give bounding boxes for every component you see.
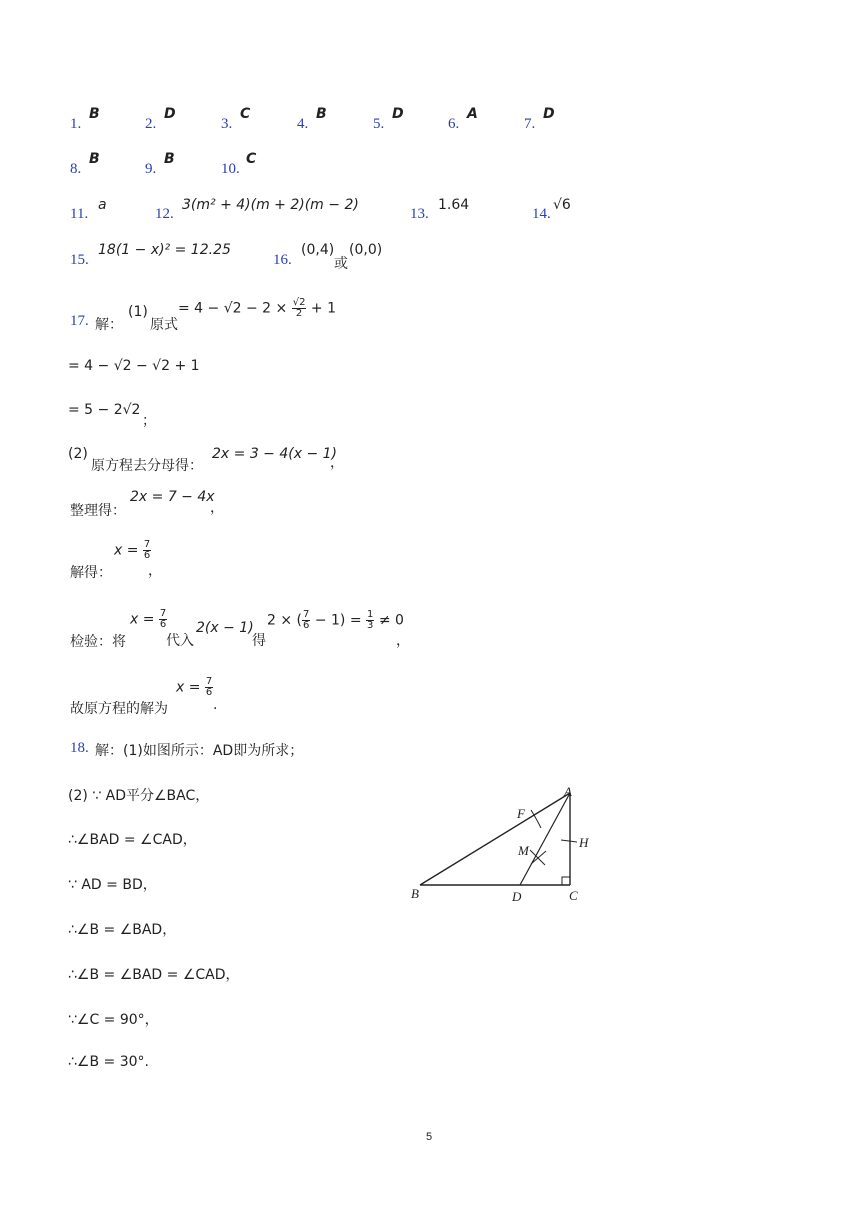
q17-part1-label: (1) [128, 304, 148, 320]
q17-step3-text: 解得： [70, 565, 112, 581]
mc-question-answer: C [240, 106, 251, 122]
mc-question-number: 6. [448, 116, 460, 132]
q17-check-comma: ， [396, 633, 410, 649]
q17-dairu: 代入 [166, 633, 194, 649]
q18-step-line: ∴∠B = ∠BAD， [68, 922, 177, 938]
mc-question-answer: D [543, 106, 555, 122]
q14-answer: √6 [553, 197, 571, 213]
q18-step-line: ∵∠C = 90°， [68, 1012, 159, 1028]
q13-answer: 1.64 [438, 197, 470, 213]
q17-line1: = 4 − √2 − 2 × $\frac{√2}{2}$ + 1 [178, 297, 336, 319]
q17-line3: = 5 − 2√2 [68, 402, 141, 418]
label-A: A [564, 784, 572, 799]
label-H: H [579, 835, 589, 850]
q17-check-text: 检验：将 [70, 634, 126, 650]
mc-question-number: 3. [221, 116, 233, 132]
mc-question-answer: B [89, 106, 100, 122]
q17-check-x: x = $\frac{7}{6}$ [130, 608, 167, 630]
q17-jie: 解： [95, 317, 123, 333]
q17-part2-label: (2) [68, 446, 88, 462]
q17-step2-math: 2x = 7 − 4x [130, 489, 215, 505]
q18-step-line: ∴∠B = 30°. [68, 1054, 149, 1070]
q17-conclusion-math: x = $\frac{7}{6}$ [176, 676, 213, 698]
q16-number: 16. [273, 252, 292, 268]
q12-number: 12. [155, 206, 174, 222]
q16-or: 或 [334, 256, 348, 272]
q18-number: 18. [70, 740, 89, 756]
mc-question-number: 10. [221, 161, 240, 177]
q17-conclusion-text: 故原方程的解为 [70, 701, 168, 717]
mc-question-number: 9. [145, 161, 157, 177]
triangle-figure [405, 780, 605, 905]
q15-answer: 18(1 − x)² = 12.25 [98, 242, 231, 258]
q17-step2-text: 整理得： [70, 503, 126, 519]
q17-step3-math: x = $\frac{7}{6}$ [114, 539, 151, 561]
q18-step-line: ∴∠BAD = ∠CAD， [68, 832, 197, 848]
q12-answer: 3(m² + 4)(m + 2)(m − 2) [182, 197, 359, 213]
q18-step-line: ∴∠B = ∠BAD = ∠CAD， [68, 967, 240, 983]
label-C: C [569, 888, 578, 903]
mc-question-number: 5. [373, 116, 385, 132]
label-B: B [411, 886, 419, 901]
q17-step1-math: 2x = 3 − 4(x − 1) [212, 446, 338, 462]
q15-number: 15. [70, 252, 89, 268]
q17-check-result: 2 × ( $\frac{7}{6}$ − 1) = $\frac{1}{3}$ ≠ 0 [267, 609, 404, 631]
mc-question-answer: B [316, 106, 327, 122]
mc-question-number: 8. [70, 161, 82, 177]
q18-step-line: ∵ AD = BD， [68, 877, 157, 893]
mc-question-answer: C [246, 151, 257, 167]
mc-question-number: 2. [145, 116, 157, 132]
q17-step1-text: 原方程去分母得： [91, 458, 203, 474]
q17-semicolon: ； [142, 413, 156, 429]
q17-number: 17. [70, 313, 89, 329]
mc-question-answer: D [164, 106, 176, 122]
q16-answer-1: (0,4) [301, 242, 335, 258]
q11-number: 11. [70, 206, 89, 222]
q17-yuanshi: 原式 [150, 317, 178, 333]
q17-step1-comma: ， [330, 455, 344, 471]
q17-check-expr: 2(x − 1) [196, 620, 254, 636]
q16-answer-2: (0,0) [349, 242, 383, 258]
q18-step-line: (2) ∵ AD平分∠BAC， [68, 788, 210, 804]
q14-number: 14. [532, 206, 551, 222]
mc-question-number: 1. [70, 116, 82, 132]
label-D: D [512, 889, 522, 904]
mc-question-answer: D [392, 106, 404, 122]
mc-question-number: 7. [524, 116, 536, 132]
q17-conclusion-period: . [213, 697, 218, 713]
mc-question-answer: B [89, 151, 100, 167]
q18-line0: 解：(1)如图所示：AD即为所求； [95, 743, 304, 759]
q17-step2-comma: ， [210, 500, 224, 516]
q17-line2: = 4 − √2 − √2 + 1 [68, 358, 200, 374]
mc-question-number: 4. [297, 116, 309, 132]
mc-question-answer: B [164, 151, 175, 167]
mc-question-answer: A [467, 106, 478, 122]
q11-answer: a [98, 197, 107, 213]
label-M: M [518, 843, 529, 858]
q17-step3-comma: ， [148, 563, 162, 579]
label-F: F [517, 806, 525, 821]
q17-de: 得 [252, 633, 266, 649]
page-number: 5 [426, 1131, 433, 1143]
q13-number: 13. [410, 206, 429, 222]
